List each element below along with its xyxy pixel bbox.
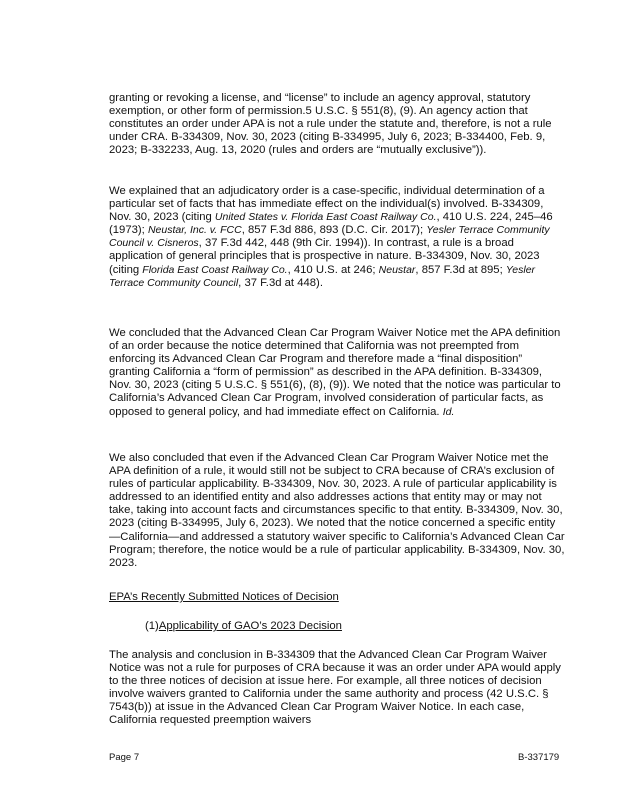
- case-citation: United States v. Florida East Coast Railway Co.: [214, 211, 437, 224]
- paragraph-order-definition: granting or revoking a license, and “license” to include an agency approval, statutory exemption, or other form of permission.5 U.S.C. § 551(8), (9). An agency action that constitutes an order under APA is not a rule under the statute and, therefore, is not a rule under CRA. B-334309, Nov. 30, 2023 (citing B-334995, July 6, 2023; B-334400, Feb. 9, 2023; B-332233, Aug. 13, 2020 (rules and orders are “mutually exclusive”)).: [109, 92, 552, 157]
- subsection-title: Applicability of GAO’s 2023 Decision: [158, 620, 342, 632]
- subsection-number: (1): [145, 620, 159, 632]
- case-citation: Neustar, Inc. v. FCC: [147, 224, 242, 237]
- text-run: , 37 F.3d 442, 448 (9th Cir. 1994)). In contrast, a rule is a broad application of general principles that is prospective in nature. B-334309, Nov. 30, 2023 (citing: [109, 237, 540, 276]
- text-run: , 410 U.S. 224, 245–46 (1973);: [109, 211, 553, 237]
- section-heading: EPA’s Recently Submitted Notices of Decision: [109, 591, 339, 603]
- text-run: We explained that an adjudicatory order is a case-specific, individual determination of a particular set of facts that has immediate effect on the individual(s) involved. B-334309, Nov. 30, 2023 (citing: [109, 185, 545, 224]
- text-run: , 410 U.S. at 246;: [287, 263, 379, 276]
- case-citation: Neustar: [378, 263, 416, 276]
- text-run: , 37 F.3d at 448).: [238, 276, 323, 289]
- paragraph-final-disposition: [109, 327, 565, 419]
- paragraph-analysis: The analysis and conclusion in B-334309 that the Advanced Clean Car Program Waiver Notice was not a rule for purposes of CRA because it was an order under APA would apply to the three notices of decision at issue here. For example, all three notices of decision involve waivers granted to California under the same authority and process (42 U.S.C. § 7543(b)) at issue in the Advanced Clean Car Program Waiver Notice. In each case, California requested preemption waivers: [109, 649, 561, 727]
- paragraph-particular-applicability: We also concluded that even if the Advanced Clean Car Program Waiver Notice met the APA definition of a rule, it would still not be subject to CRA because of CRA’s exclusion of rules of particular applicability. B-334309, Nov. 30, 2023. A rule of particular applicability is addressed to an identified entity and also addresses actions that entity may or may not take, taking into account facts and circumstances specific to that entity. B-334309, Nov. 30, 2023 (citing B-334995, July 6, 2023). We noted that the notice concerned a specific entity—California—and addressed a statutory waiver specific to California’s Advanced Clean Car Program; therefore, the notice would be a rule of particular applicability. B-334309, Nov. 30, 2023.: [109, 452, 565, 569]
- text-run: , 857 F.3d 886, 893 (D.C. Cir. 2017);: [241, 224, 427, 237]
- paragraph-adjudicatory-order: [109, 185, 565, 290]
- case-citation: Yesler Terrace Community Council v. Cisneros: [109, 224, 550, 250]
- text-run: We concluded that the Advanced Clean Car Program Waiver Notice met the APA definition of an order because the notice determined that California was not preempted from enforcing its Advanced Clean Car Program and therefore made a “final disposition” granting California a “form of permission” as described in the APA definition. B-334309, Nov. 30, 2023 (citing 5 U.S.C. § 551(6), (8), (9)). We noted that the notice was particular to California’s Advanced Clean Car Program, involved consideration of particular facts, as opposed to general policy, and had immediate effect on California.: [109, 327, 561, 418]
- id-citation: Id.: [442, 405, 455, 418]
- subsection-heading: [145, 620, 342, 632]
- case-citation: Florida East Coast Railway Co.: [142, 263, 288, 276]
- text-run: , 857 F.3d at 895;: [415, 263, 506, 276]
- page-number: Page 7: [109, 752, 140, 763]
- docket-number: B-337179: [518, 752, 560, 763]
- case-citation: Yesler Terrace Community Council: [109, 263, 536, 289]
